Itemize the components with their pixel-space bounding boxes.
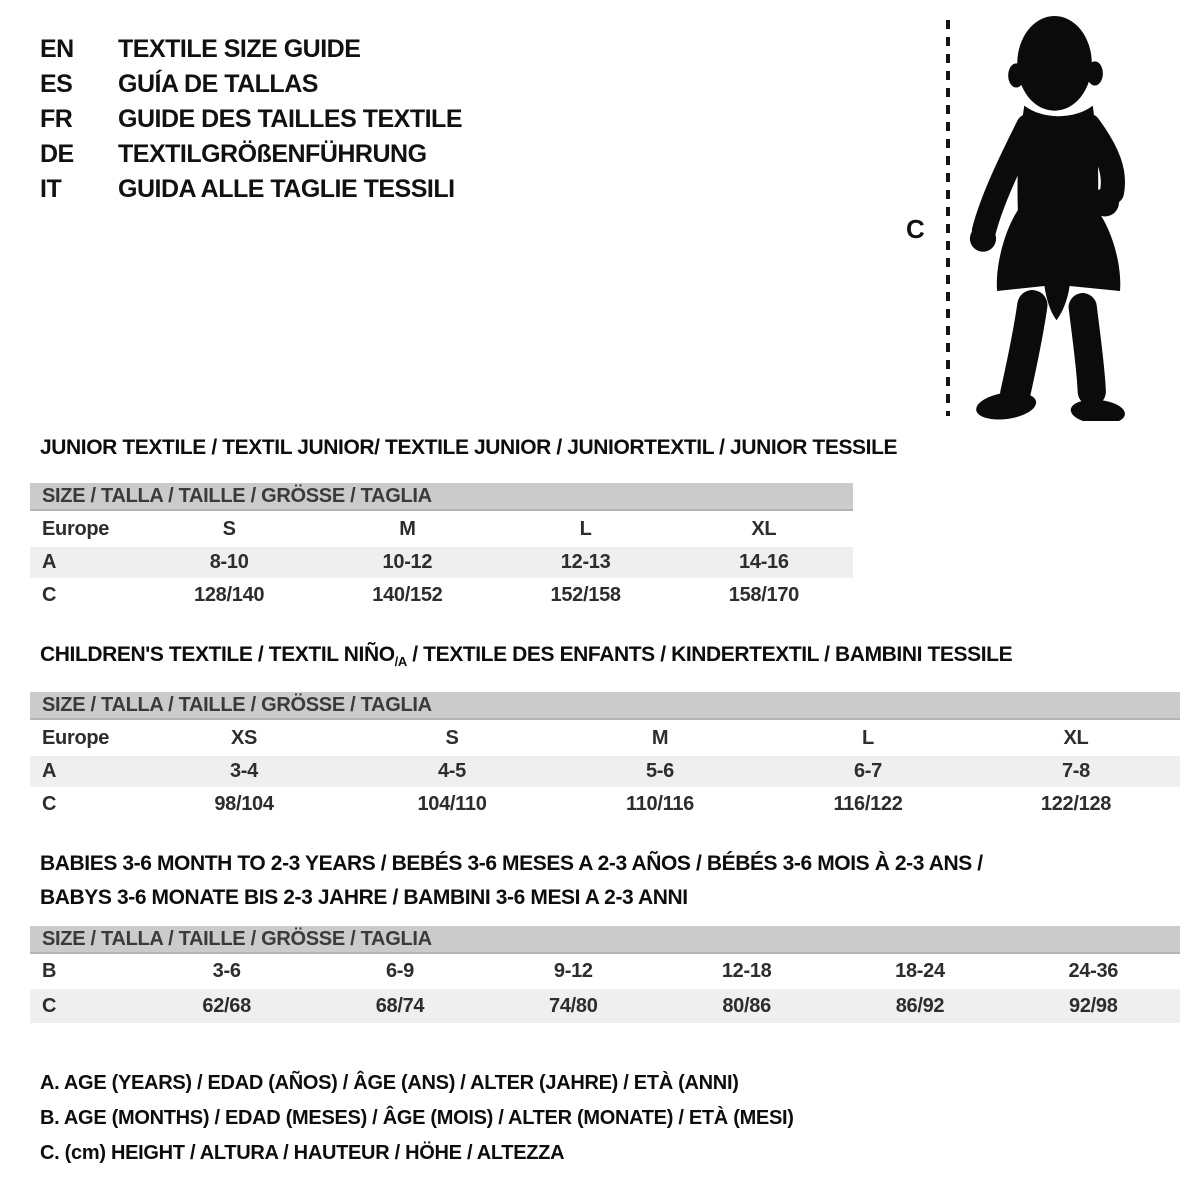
row-label: Europe — [42, 726, 110, 749]
language-title: GUIDA ALLE TAGLIE TESSILI — [118, 175, 455, 203]
language-title: GUIDE DES TAILLES TEXTILE — [118, 105, 463, 133]
language-code: DE — [40, 140, 74, 168]
size-cell: XL — [751, 517, 777, 540]
size-table-header-label: SIZE / TALLA / TAILLE / GRÖSSE / TAGLIA — [42, 927, 432, 950]
height-cell: 122/128 — [1040, 792, 1112, 815]
row-label: B — [42, 960, 57, 982]
age-cell: 9-12 — [553, 960, 593, 982]
size-cell: M — [399, 517, 416, 540]
age-cell: 7-8 — [1061, 760, 1090, 782]
children-title-pre: CHILDREN'S TEXTILE / TEXTIL NIÑO — [40, 643, 395, 666]
height-cell: 110/116 — [626, 792, 694, 815]
language-title: TEXTILE SIZE GUIDE — [118, 35, 361, 63]
size-cell: M — [651, 726, 669, 749]
row-label: A — [42, 551, 57, 573]
size-cell: S — [445, 726, 459, 749]
children-size-table — [30, 692, 1180, 821]
size-cell: XL — [1063, 726, 1089, 749]
age-cell: 24-36 — [1068, 960, 1119, 982]
age-cell: 3-6 — [212, 960, 241, 982]
table-row-age-months — [30, 954, 1180, 989]
height-measure-dashed-line — [946, 20, 950, 416]
height-cell: 92/98 — [1069, 994, 1118, 1017]
size-cell: L — [862, 726, 874, 749]
height-measure-label: C — [906, 214, 925, 244]
language-row-en — [40, 32, 462, 67]
table-row-height — [30, 989, 1180, 1023]
babies-section-title-line2: BABYS 3-6 MONATE BIS 2-3 JAHRE / BAMBINI 3-6 MESI A 2-3 ANNI — [40, 886, 688, 909]
age-cell: 3-4 — [229, 760, 258, 782]
size-table-header-label: SIZE / TALLA / TAILLE / GRÖSSE / TAGLIA — [42, 484, 432, 507]
height-cell: 74/80 — [549, 994, 598, 1017]
size-table-header — [30, 692, 1180, 720]
language-row-de — [40, 137, 462, 172]
row-label: C — [42, 994, 57, 1017]
height-cell: 158/170 — [728, 583, 799, 606]
height-cell: 62/68 — [202, 994, 251, 1017]
height-cell: 116/122 — [833, 792, 903, 815]
size-cell: XS — [230, 726, 258, 749]
age-cell: 6-7 — [853, 760, 882, 782]
language-row-es — [40, 67, 462, 102]
children-title-subscript: /A — [394, 654, 407, 669]
size-cell: L — [579, 517, 592, 540]
height-cell: 128/140 — [194, 583, 265, 606]
language-list — [40, 32, 462, 207]
table-row-europe — [30, 720, 1180, 756]
height-cell: 80/86 — [722, 994, 771, 1017]
table-row-height — [30, 578, 853, 612]
table-row-age — [30, 756, 1180, 787]
table-row-height — [30, 787, 1180, 821]
height-cell: 152/158 — [550, 583, 621, 606]
size-table-header-label: SIZE / TALLA / TAILLE / GRÖSSE / TAGLIA — [42, 693, 432, 716]
legend-height-cm: C. (cm) HEIGHT / ALTURA / HAUTEUR / HÖHE / ALTEZZA — [40, 1142, 565, 1164]
age-cell: 14-16 — [739, 551, 789, 573]
age-cell: 10-12 — [382, 551, 433, 573]
language-code: ES — [40, 70, 73, 98]
junior-section-title: JUNIOR TEXTILE / TEXTIL JUNIOR/ TEXTILE JUNIOR / JUNIORTEXTIL / JUNIOR TESSILE — [40, 436, 898, 459]
table-row-age — [30, 547, 853, 578]
language-code: FR — [40, 105, 73, 133]
row-label: C — [42, 792, 57, 815]
age-cell: 12-18 — [721, 960, 772, 982]
language-title: GUÍA DE TALLAS — [118, 70, 318, 98]
size-table-header — [30, 926, 1180, 954]
row-label: Europe — [42, 517, 110, 540]
height-cell: 140/152 — [372, 583, 443, 606]
height-cell: 98/104 — [214, 792, 274, 815]
table-row-europe — [30, 511, 853, 547]
language-row-it — [40, 172, 462, 207]
height-cell: 68/74 — [375, 994, 425, 1017]
size-cell: S — [222, 517, 236, 540]
children-title-post: / TEXTILE DES ENFANTS / KINDERTEXTIL / BAMBINI TESSILE — [406, 643, 1013, 666]
babies-size-table — [30, 926, 1180, 1023]
age-cell: 5-6 — [645, 760, 674, 782]
age-cell: 6-9 — [385, 960, 414, 982]
age-cell: 8-10 — [209, 551, 249, 573]
age-cell: 18-24 — [895, 960, 945, 982]
language-title: TEXTILGRÖßENFÜHRUNG — [118, 140, 427, 168]
legend-age-months: B. AGE (MONTHS) / EDAD (MESES) / ÂGE (MOIS) / ALTER (MONATE) / ETÀ (MESI) — [40, 1107, 794, 1129]
age-cell: 12-13 — [560, 551, 611, 573]
toddler-silhouette-image — [963, 13, 1141, 421]
language-row-fr — [40, 102, 462, 137]
age-cell: 4-5 — [437, 760, 466, 782]
babies-section-title-line1: BABIES 3-6 MONTH TO 2-3 YEARS / BEBÉS 3-6 MESES A 2-3 AÑOS / BÉBÉS 3-6 MOIS À 2-3 ANS / — [40, 852, 983, 875]
row-label: A — [42, 760, 57, 782]
size-table-header — [30, 483, 853, 511]
height-cell: 86/92 — [895, 994, 945, 1017]
junior-size-table — [30, 483, 853, 612]
language-code: IT — [40, 175, 62, 203]
language-code: EN — [40, 35, 74, 63]
children-section-title — [40, 643, 1012, 669]
height-cell: 104/110 — [417, 792, 487, 815]
row-label: C — [42, 583, 57, 606]
legend-age-years: A. AGE (YEARS) / EDAD (AÑOS) / ÂGE (ANS) / ALTER (JAHRE) / ETÀ (ANNI) — [40, 1072, 739, 1094]
